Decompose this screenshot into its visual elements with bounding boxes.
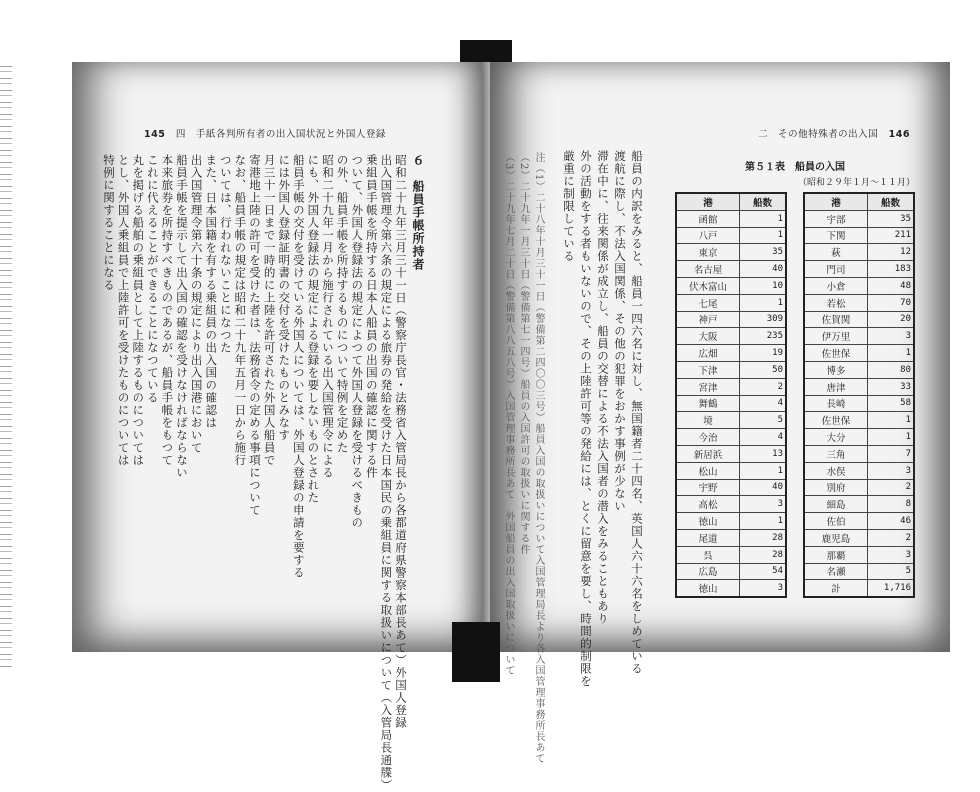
ship-count-cell: 50 <box>740 361 787 378</box>
table-row <box>804 261 914 278</box>
table-right-half <box>803 192 915 598</box>
text-column: 滞在中に、往来関係が成立し、船員の交替による不法入国者の潜入をみることもあり <box>596 150 610 625</box>
table-row <box>804 479 914 496</box>
port-name-cell: 下関 <box>804 227 868 244</box>
ship-count-cell: 58 <box>868 395 915 412</box>
ship-count-cell: 7 <box>868 445 915 462</box>
port-name-cell: 唐津 <box>804 378 868 395</box>
left-page-number: 145 <box>144 129 166 140</box>
table-row <box>804 580 914 597</box>
table-row <box>804 496 914 513</box>
port-name-cell: 大阪 <box>676 328 740 345</box>
ship-count-cell: 10 <box>740 277 787 294</box>
scan-edge-noise <box>0 60 12 670</box>
port-name-cell: 宮津 <box>676 378 740 395</box>
ship-count-cell: 3 <box>868 546 915 563</box>
ship-count-cell: 235 <box>740 328 787 345</box>
table-row <box>804 429 914 446</box>
right-page <box>490 62 950 765</box>
port-name-cell: 萩 <box>804 244 868 261</box>
port-name-cell: 今治 <box>676 429 740 446</box>
port-name-cell: 那覇 <box>804 546 868 563</box>
column-header-ships: 船数 <box>868 193 915 210</box>
table-row <box>676 412 786 429</box>
table-row <box>676 580 786 597</box>
right-header-text: 二 その他特殊者の出入国 <box>758 129 879 140</box>
text-column: ついては、行われないことになつた <box>218 154 233 354</box>
port-name-cell: 細島 <box>804 496 868 513</box>
ship-count-cell: 46 <box>868 513 915 530</box>
port-name-cell: 伊万里 <box>804 328 868 345</box>
text-column: の外、船員手帳を所持するものについて特例を定めた <box>335 154 350 454</box>
port-name-cell: 小倉 <box>804 277 868 294</box>
port-name-cell: 函館 <box>676 210 740 227</box>
port-name-cell: 若松 <box>804 294 868 311</box>
text-column: 厳重に制限している <box>562 150 576 263</box>
table-row <box>676 244 786 261</box>
text-column: には外国人登録証明書の交付を受けたものとみなす <box>277 154 292 442</box>
ship-count-cell: 54 <box>740 563 787 580</box>
left-running-head <box>144 126 386 140</box>
ship-count-cell: 70 <box>868 294 915 311</box>
ship-count-cell: 5 <box>740 412 787 429</box>
table-row <box>676 429 786 446</box>
table-row <box>676 261 786 278</box>
text-column: 出入国管理令第六十条の規定により出入国港において <box>189 154 204 454</box>
port-name-cell: 佐世保 <box>804 412 868 429</box>
left-header-text: 四 手紙各判所有者の出入国状況と外国人登録 <box>175 129 386 140</box>
table-row <box>676 546 786 563</box>
port-name-cell: 佐伯 <box>804 513 868 530</box>
port-name-cell: 計 <box>804 580 868 597</box>
port-name-cell: 大分 <box>804 429 868 446</box>
column-header-port: 港 <box>676 193 740 210</box>
port-name-cell: 舞鶴 <box>676 395 740 412</box>
ship-count-cell: 48 <box>868 277 915 294</box>
ship-count-cell: 40 <box>740 479 787 496</box>
table-row <box>676 378 786 395</box>
scan-marker-bottom <box>452 622 500 682</box>
table-row <box>804 563 914 580</box>
table-row <box>804 244 914 261</box>
ship-count-cell: 1 <box>740 294 787 311</box>
table-row <box>804 529 914 546</box>
ship-count-cell: 20 <box>868 311 915 328</box>
ship-count-cell: 3 <box>740 580 787 597</box>
ship-count-cell: 4 <box>740 395 787 412</box>
text-column: 船員の内訳をみると、船員一四六名に対し、無国籍者二十四名、英国人六十六名をしめている <box>630 150 644 675</box>
text-column: 月三十一日まで一時的に上陸を許可された外国人船員で <box>262 154 277 467</box>
text-column: とし、外国人乗組員で上陸許可を受けたものについては <box>116 154 131 467</box>
port-name-cell: 博多 <box>804 361 868 378</box>
port-name-cell: 水俣 <box>804 462 868 479</box>
ship-count-cell: 1 <box>868 345 915 362</box>
table-row <box>804 412 914 429</box>
ship-count-cell: 33 <box>868 378 915 395</box>
ship-count-cell: 3 <box>740 496 787 513</box>
ship-count-cell: 1 <box>868 429 915 446</box>
text-column: これに代えることができることになつている <box>145 154 160 404</box>
port-name-cell: 七尾 <box>676 294 740 311</box>
ship-count-cell: 35 <box>740 244 787 261</box>
ship-count-cell: 3 <box>868 462 915 479</box>
table-row <box>676 563 786 580</box>
table-row <box>676 345 786 362</box>
port-name-cell: 長崎 <box>804 395 868 412</box>
text-column: 本来旅券を所持すべきものであるが、船員手帳をもつて <box>160 154 175 467</box>
ship-count-cell: 13 <box>740 445 787 462</box>
port-name-cell: 東京 <box>676 244 740 261</box>
text-column: 昭和二十九年三月三十一日（警察庁長官・法務省入管局長から各都道府県警察本部長あて）外国人登録 <box>394 154 408 729</box>
table-row <box>804 277 914 294</box>
port-name-cell: 三角 <box>804 445 868 462</box>
left-page <box>72 62 490 792</box>
port-name-cell: 八戸 <box>676 227 740 244</box>
column-header-ships: 船数 <box>740 193 787 210</box>
port-name-cell: 広島 <box>676 563 740 580</box>
ship-count-cell: 80 <box>868 361 915 378</box>
text-column: 昭和二十九年一月から施行されている出入国管理令による <box>321 154 335 479</box>
ship-count-cell: 19 <box>740 345 787 362</box>
port-name-cell: 徳山 <box>676 580 740 597</box>
ship-count-cell: 40 <box>740 261 787 278</box>
ship-count-cell: 2 <box>868 529 915 546</box>
ship-count-cell: 1 <box>740 227 787 244</box>
port-name-cell: 佐賀関 <box>804 311 868 328</box>
text-column: 出入国管理令第六条の規定による旅券の発給を受けた日本国民の乗組員に関する取扱いについて（入管局長通牒） <box>379 154 394 792</box>
port-name-cell: 下津 <box>676 361 740 378</box>
table-row <box>676 311 786 328</box>
port-name-cell: 宇部 <box>804 210 868 227</box>
ship-count-cell: 1 <box>740 513 787 530</box>
text-column: にも、外国人登録法の規定による登録を要しないものとされた <box>306 154 321 504</box>
ship-count-cell: 1 <box>740 462 787 479</box>
ship-arrivals-table <box>675 158 915 598</box>
text-column: 船員手帳を提示して出入国の確認を受けなければならない <box>175 154 189 479</box>
section-title: ６ 船員手帳所持者 <box>411 154 425 271</box>
port-name-cell: 鹿児島 <box>804 529 868 546</box>
table-row <box>804 328 914 345</box>
table-row <box>804 361 914 378</box>
table-row <box>804 546 914 563</box>
port-name-cell: 名古屋 <box>676 261 740 278</box>
text-column: （3）二十九年七月二十日（警備第八八五八号）入国管理事務所長あて 外国船員の出入国取扱いについて <box>503 152 514 677</box>
port-name-cell: 高松 <box>676 496 740 513</box>
ship-count-cell: 211 <box>868 227 915 244</box>
table-row <box>804 210 914 227</box>
table-row <box>676 277 786 294</box>
port-name-cell: 徳山 <box>676 513 740 530</box>
port-name-cell: 佐世保 <box>804 345 868 362</box>
table-row <box>804 445 914 462</box>
table-row <box>804 311 914 328</box>
ship-count-cell: 28 <box>740 546 787 563</box>
ship-count-cell: 3 <box>868 328 915 345</box>
text-column: 乗組員手帳を所持する日本人船員の出国の確認に関する件 <box>364 154 379 479</box>
port-name-cell: 別府 <box>804 479 868 496</box>
port-name-cell: 宇野 <box>676 479 740 496</box>
table-row <box>676 227 786 244</box>
text-column: 特例に関することになる <box>102 154 116 292</box>
ship-count-cell: 8 <box>868 496 915 513</box>
right-running-head <box>758 126 910 140</box>
ship-count-cell: 1 <box>740 210 787 227</box>
table-row <box>676 479 786 496</box>
open-book <box>72 40 952 792</box>
table-row <box>676 529 786 546</box>
table-row <box>676 294 786 311</box>
port-name-cell: 松山 <box>676 462 740 479</box>
ship-count-cell: 35 <box>868 210 915 227</box>
table-row <box>804 462 914 479</box>
right-page-number: 146 <box>888 129 910 140</box>
ship-count-cell: 12 <box>868 244 915 261</box>
port-name-cell: 門司 <box>804 261 868 278</box>
text-column: 注（1）二十八年十月三十一日（警備第二四〇〇三号）船員入国の取扱いについて入国管理局長より各入国管理事務所長あて <box>533 152 544 765</box>
table-title: 第５１表 船員の入国 <box>745 162 845 173</box>
ship-count-cell: 28 <box>740 529 787 546</box>
port-name-cell: 名瀬 <box>804 563 868 580</box>
text-column: ついて、外国人登録法の規定によつて外国人登録を受けるべきもの <box>350 154 365 529</box>
port-name-cell: 神戸 <box>676 311 740 328</box>
table-row <box>676 361 786 378</box>
table-row <box>676 210 786 227</box>
ship-count-cell: 2 <box>740 378 787 395</box>
table-subtitle: （昭和２９年１月～１１月） <box>797 178 915 188</box>
table-row <box>804 345 914 362</box>
table-left-half <box>675 192 787 598</box>
text-column: 丸を掲げる船舶の乗組員として上陸するものについては <box>131 154 146 467</box>
text-column: 渡航に際し、不法入国関係、その他の犯罪をおかす事例が少ない <box>613 150 627 513</box>
table-row <box>804 395 914 412</box>
port-name-cell: 境 <box>676 412 740 429</box>
port-name-cell: 伏木富山 <box>676 277 740 294</box>
column-header-port: 港 <box>804 193 868 210</box>
text-column: また、日本国籍を有する乗組員の出入国の確認は <box>204 154 219 429</box>
text-column: 船員手帳の交付を受けている外国人については、外国人登録の申請を要する <box>291 154 306 579</box>
port-name-cell: 新居浜 <box>676 445 740 462</box>
table-row <box>804 378 914 395</box>
table-row <box>676 395 786 412</box>
ship-count-cell: 4 <box>740 429 787 446</box>
table-row <box>804 513 914 530</box>
port-name-cell: 呉 <box>676 546 740 563</box>
ship-count-cell: 1 <box>868 412 915 429</box>
ship-count-cell: 2 <box>868 479 915 496</box>
table-row <box>804 227 914 244</box>
table-row <box>676 445 786 462</box>
text-column: （2）二十九年一月三十日（警備第七一四号）船員の入国許可の取扱いに関する件 <box>518 152 529 556</box>
text-column: 外の活動をする者もいないので、その上陸許可等の発給には、とくに留意を要し、時間的制限を <box>579 150 593 688</box>
table-row <box>676 462 786 479</box>
port-name-cell: 尾道 <box>676 529 740 546</box>
table-row <box>676 328 786 345</box>
ship-count-cell: 183 <box>868 261 915 278</box>
table-row <box>676 513 786 530</box>
text-column: 寄港地上陸の許可を受けた者は、法務省令の定める事項について <box>248 154 262 517</box>
text-column: なお、船員手帳の規定は昭和二十九年五月一日から施行 <box>233 154 248 467</box>
ship-count-cell: 5 <box>868 563 915 580</box>
table-row <box>804 294 914 311</box>
table-row <box>676 496 786 513</box>
ship-count-cell: 309 <box>740 311 787 328</box>
ship-count-cell: 1,716 <box>868 580 915 597</box>
port-name-cell: 広畑 <box>676 345 740 362</box>
